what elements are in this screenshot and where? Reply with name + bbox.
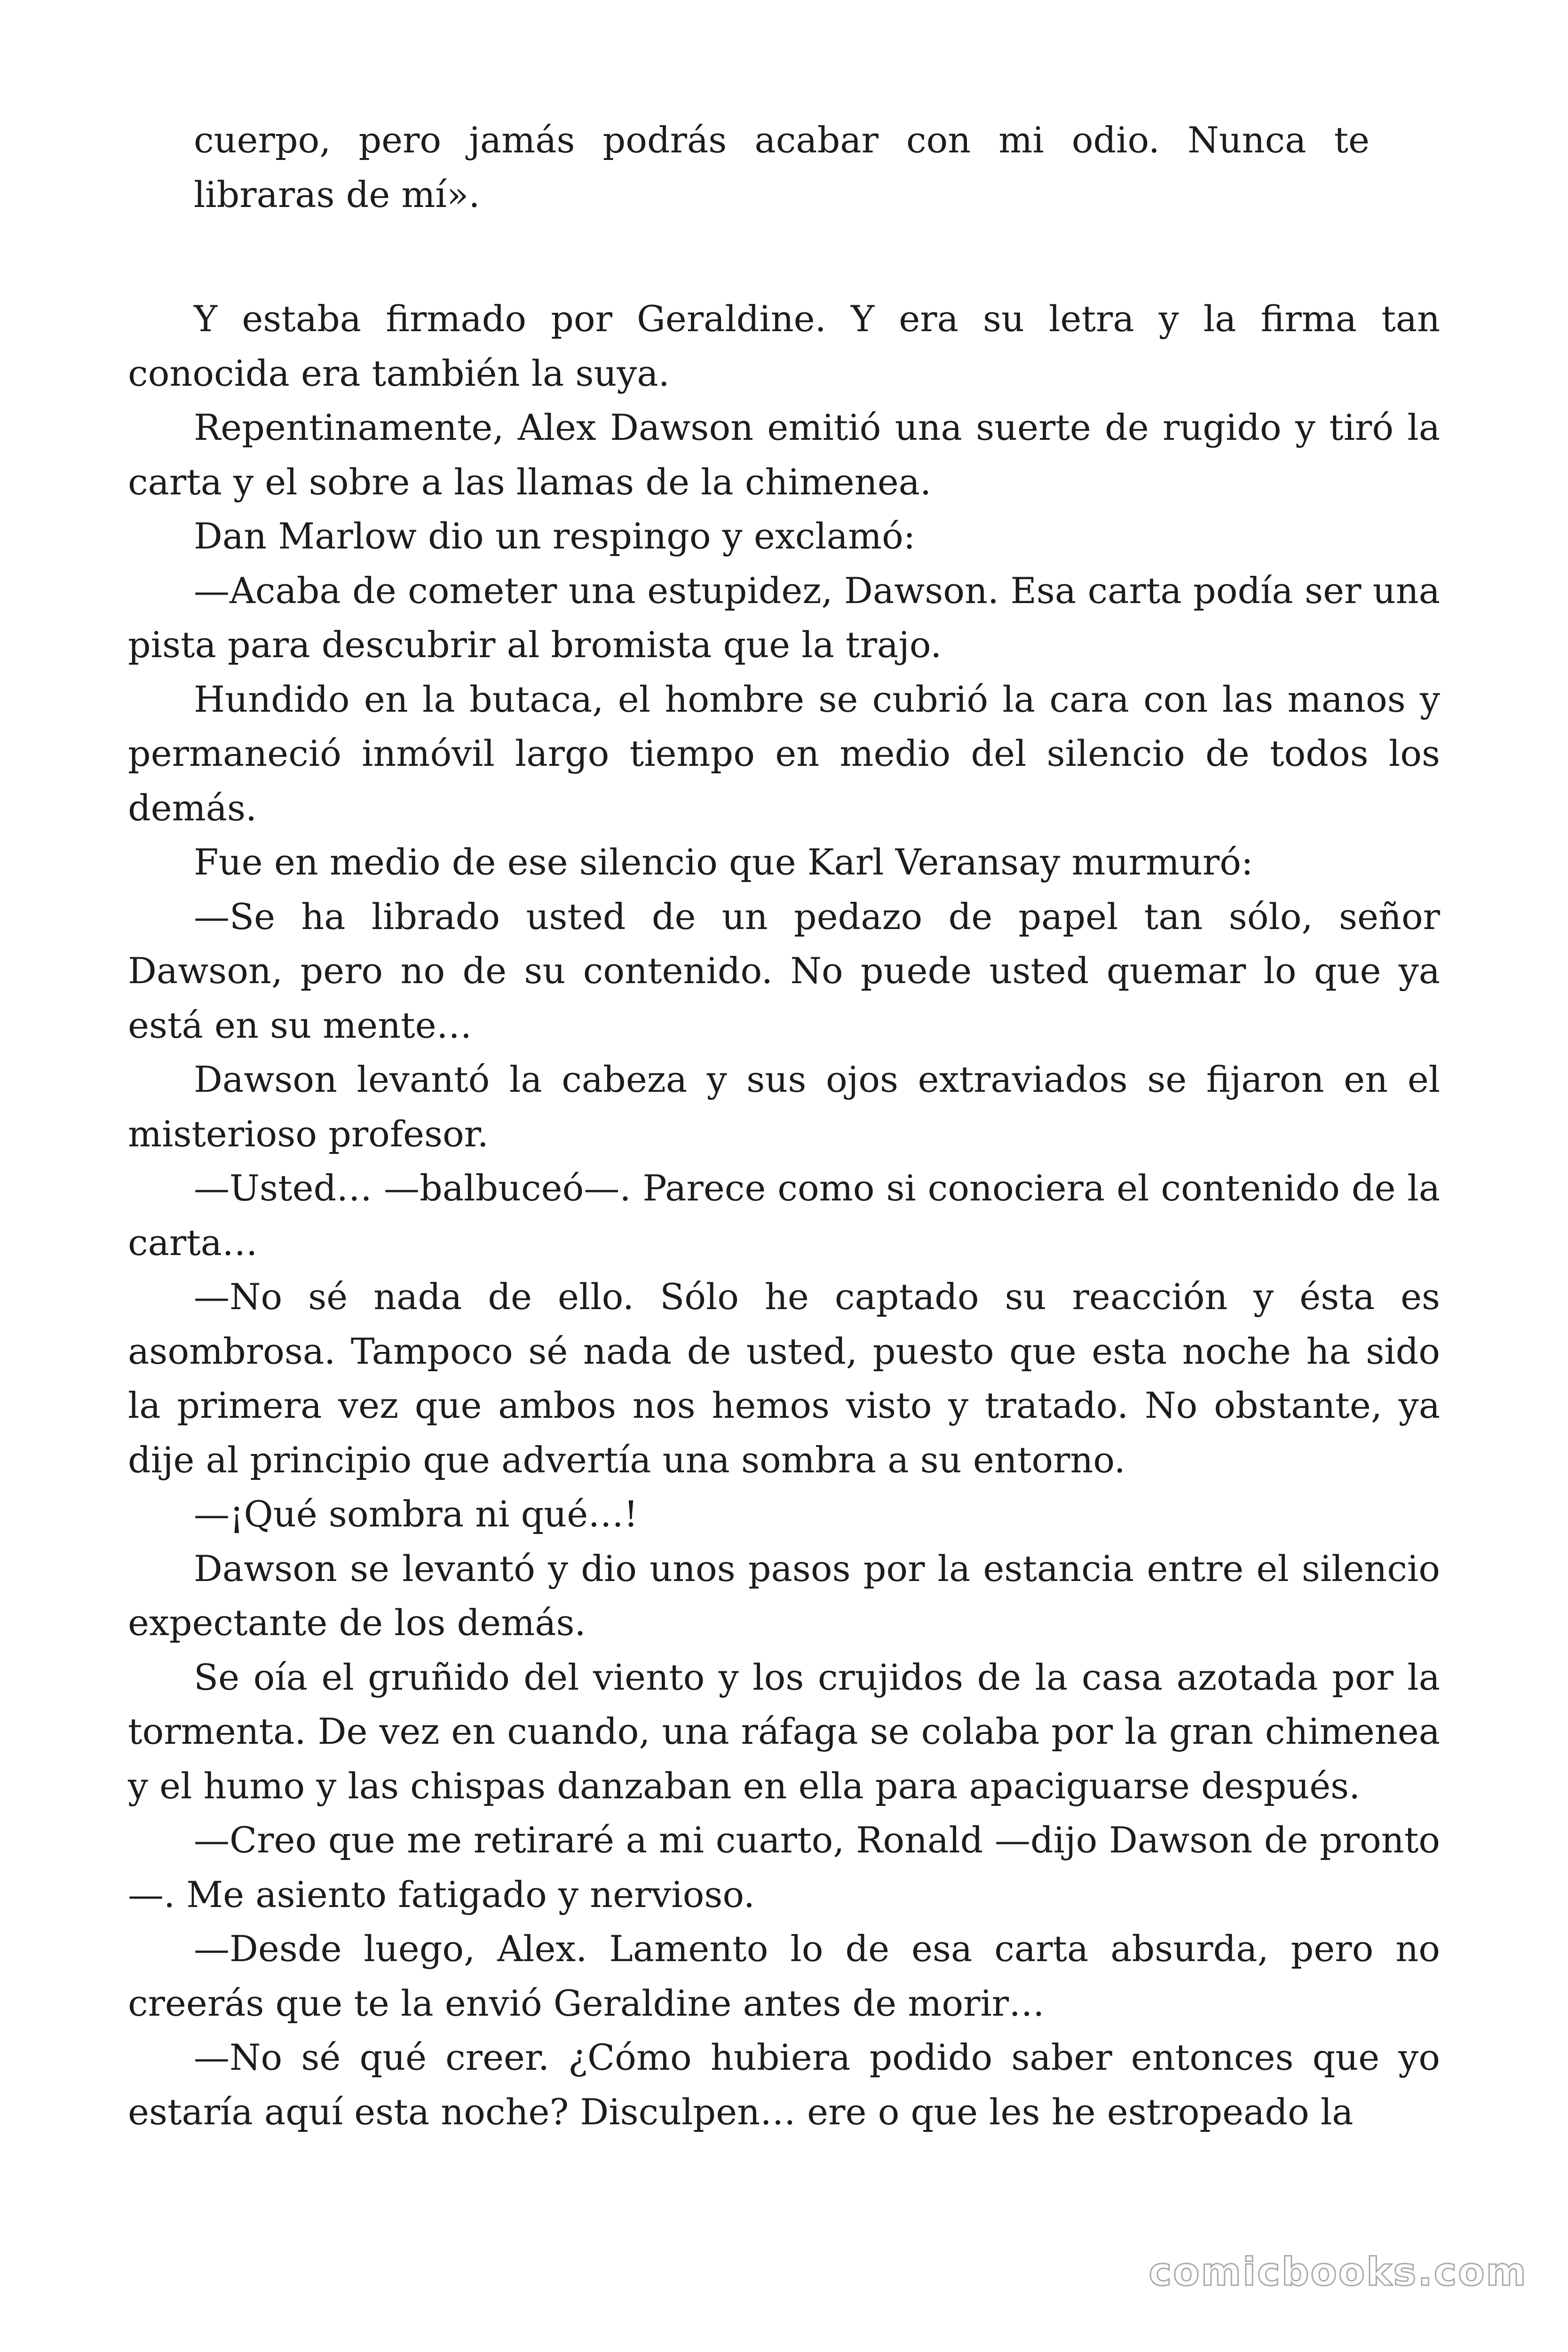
paragraph: —No sé qué creer. ¿Cómo hubiera podido saber entonces que yo estaría aquí esta noche? Disculpen… ere o que les he estropeado la <box>128 2036 1440 2133</box>
page-body <box>128 292 1440 2139</box>
paragraph: —Desde luego, Alex. Lamento lo de esa carta absurda, pero no creerás que te la envió Geraldine antes de morir… <box>128 1928 1440 2024</box>
paragraph: Se oía el gruñido del viento y los crujidos de la casa azotada por la tormenta. De vez en cuando, una ráfaga se colaba por la gran chimenea y el humo y las chispas danzaban en ella para apaciguarse después. <box>128 1656 1440 1807</box>
paragraph: Hundido en la butaca, el hombre se cubrió la cara con las manos y permaneció inmóvil largo tiempo en medio del silencio de todos los demás. <box>128 678 1440 829</box>
watermark-text: comicbooks.com <box>1148 2250 1528 2295</box>
paragraph: Fue en medio de ese silencio que Karl Veransay murmuró: <box>194 841 1253 883</box>
paragraph: Dan Marlow dio un respingo y exclamó: <box>194 515 916 557</box>
paragraph: Dawson levantó la cabeza y sus ojos extraviados se fijaron en el misterioso profesor. <box>128 1058 1440 1155</box>
paragraph: Y estaba firmado por Geraldine. Y era su letra y la firma tan conocida era también la suya. <box>128 298 1440 394</box>
paragraph: —Se ha librado usted de un pedazo de papel tan sólo, señor Dawson, pero no de su contenido. No puede usted quemar lo que ya está en su mente… <box>128 895 1440 1046</box>
letter-quote <box>194 113 1370 222</box>
paragraph: —Acaba de cometer una estupidez, Dawson. Esa carta podía ser una pista para descubrir al bromista que la trajo. <box>128 569 1440 666</box>
quote-text: cuerpo, pero jamás podrás acabar con mi odio. Nunca te libraras de mí». <box>194 119 1370 215</box>
paragraph: Repentinamente, Alex Dawson emitió una suerte de rugido y tiró la carta y el sobre a las llamas de la chimenea. <box>128 406 1440 503</box>
book-page <box>128 113 1440 2296</box>
paragraph: —No sé nada de ello. Sólo he captado su reacción y ésta es asombrosa. Tampoco sé nada de usted, puesto que esta noche ha sido la primera vez que ambos nos hemos visto y tratado. No obstante, ya dije al principio que advertía una sombra a su entorno. <box>128 1276 1440 1481</box>
paragraph: —Usted… —balbuceó—. Parece como si conociera el contenido de la carta… <box>128 1167 1440 1263</box>
paragraph: —Creo que me retiraré a mi cuarto, Ronald —dijo Dawson de pronto—. Me asiento fatigado y nervioso. <box>128 1819 1440 1915</box>
paragraph: Dawson se levantó y dio unos pasos por la estancia entre el silencio expectante de los demás. <box>128 1547 1440 1644</box>
paragraph: —¡Qué sombra ni qué…! <box>194 1493 638 1535</box>
